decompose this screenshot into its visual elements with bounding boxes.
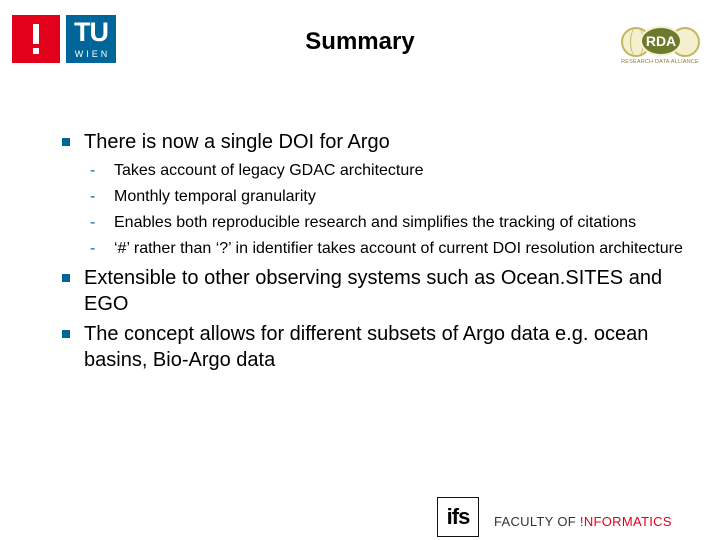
- faculty-label: FACULTY OF: [494, 514, 576, 529]
- sub-bullet-text: Enables both reproducible research and simplifies the tracking of citations: [114, 214, 637, 231]
- bullet-square-icon: [62, 138, 70, 146]
- sub-bullet-item: [62, 161, 702, 181]
- rda-logo: [616, 12, 704, 72]
- bullet-text: The concept allows for different subsets of Argo data e.g. ocean basins, Bio-Argo data: [84, 323, 649, 371]
- dash-icon: -: [90, 188, 96, 205]
- sub-bullet-item: [62, 239, 702, 259]
- informatics-label: !NFORMATICS: [579, 514, 672, 529]
- sub-bullet-text: Monthly temporal granularity: [114, 188, 316, 205]
- tu-logo-text: TU: [74, 17, 108, 47]
- sub-bullet-text: ‘#’ rather than ‘?’ in identifier takes account of current DOI resolution architecture: [114, 240, 683, 257]
- bullet-text: There is now a single DOI for Argo: [84, 131, 390, 153]
- slide-title: Summary: [305, 28, 415, 55]
- rda-tagline: RESEARCH DATA ALLIANCE: [621, 59, 699, 65]
- bullet-item: [62, 321, 702, 373]
- slide-body: [62, 129, 702, 373]
- sub-bullet-list: [62, 161, 702, 259]
- bullet-item: [62, 265, 702, 317]
- dash-icon: -: [90, 240, 96, 257]
- wien-logo-text: WIEN: [74, 49, 111, 59]
- bullet-text: Extensible to other observing systems such as Ocean.SITES and EGO: [84, 267, 663, 315]
- faculty-logo-text: [494, 514, 672, 530]
- dash-icon: -: [90, 214, 96, 231]
- dash-icon: -: [90, 162, 96, 179]
- sub-bullet-item: [62, 187, 702, 207]
- sub-bullet-text: Takes account of legacy GDAC architecture: [114, 162, 424, 179]
- sub-bullet-item: [62, 213, 702, 233]
- bullet-item: [62, 129, 702, 155]
- bullet-square-icon: [62, 330, 70, 338]
- bullet-square-icon: [62, 274, 70, 282]
- ifs-logo: ifs: [437, 497, 479, 537]
- rda-badge: RDA: [640, 26, 682, 56]
